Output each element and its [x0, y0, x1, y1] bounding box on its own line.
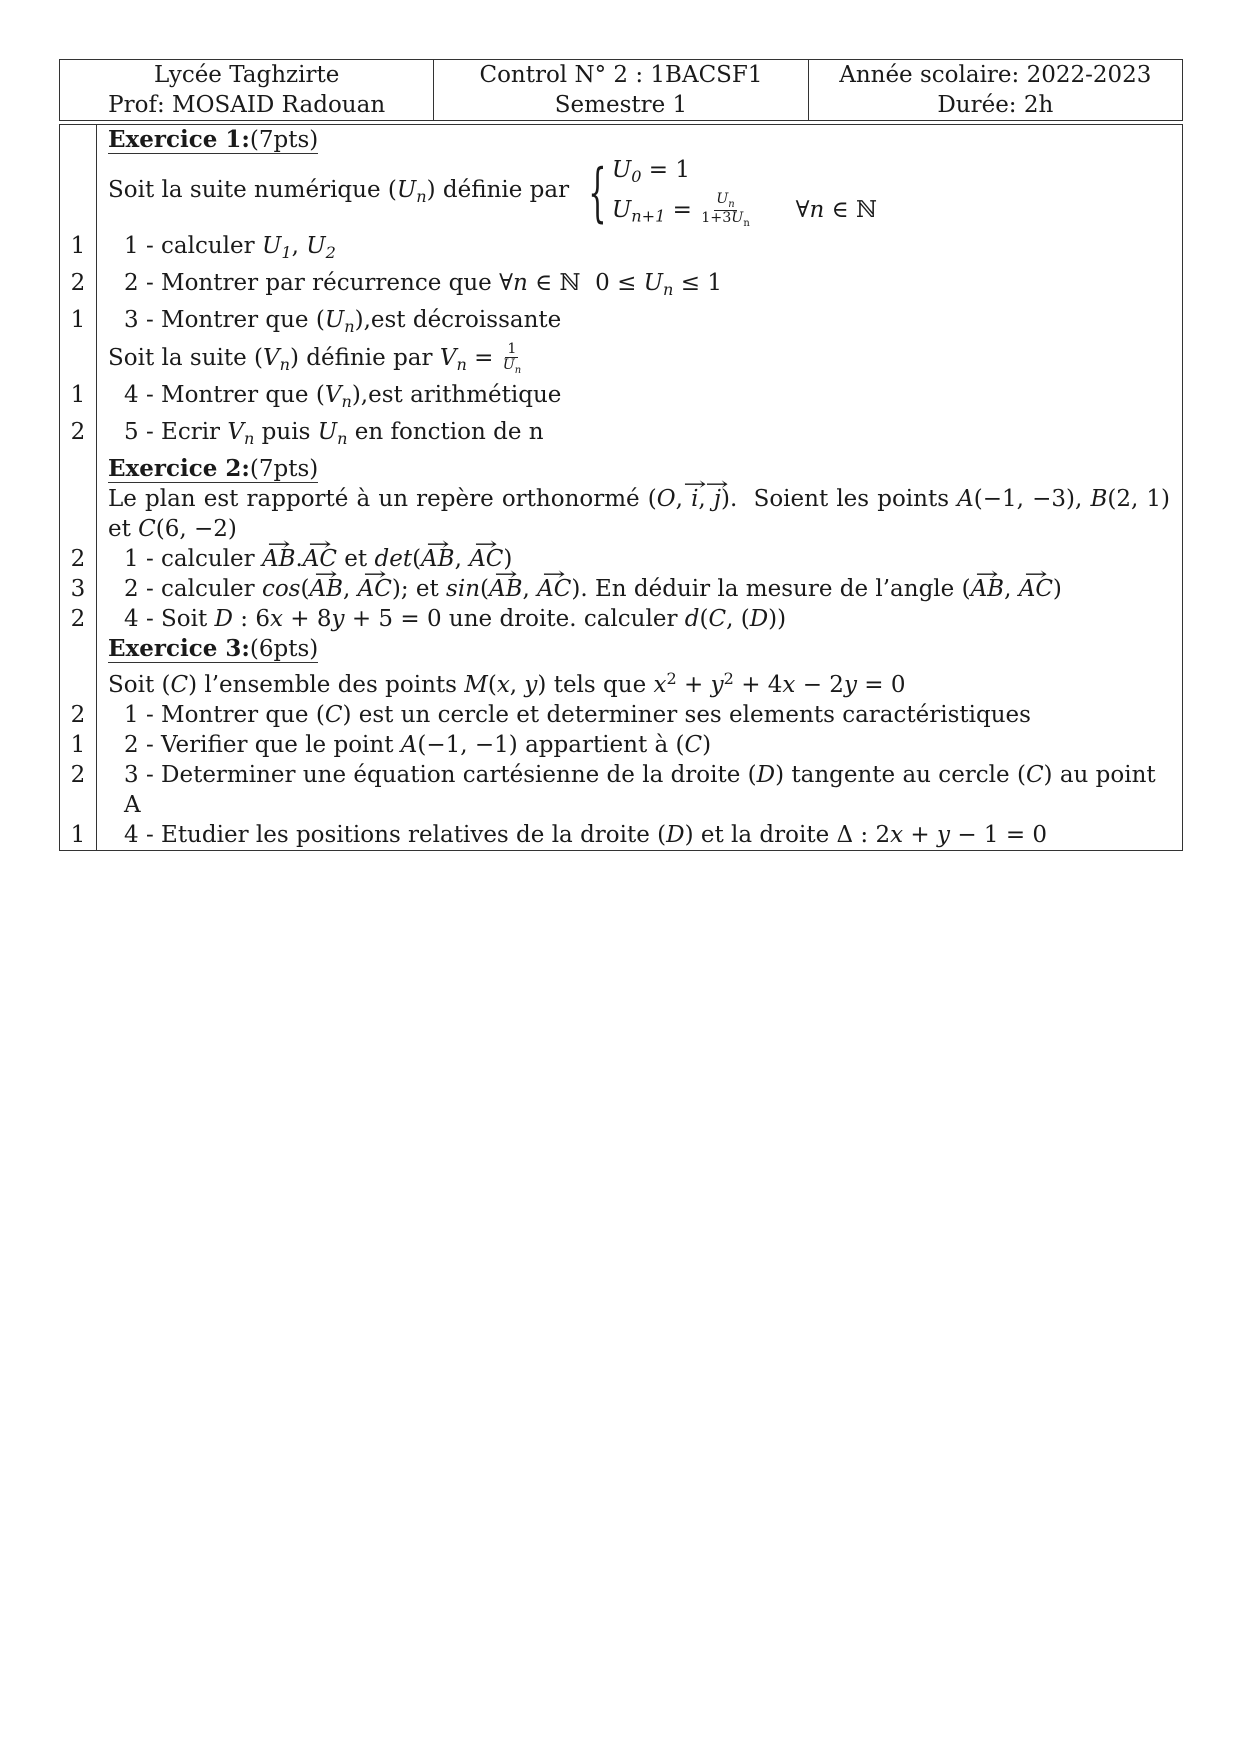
exam-body: [59, 124, 1183, 851]
ex1-intro-text: Soit la suite numérique $(U_n)$ définie par: [108, 176, 570, 206]
control-title: Control N° 2 : 1BACSF1: [479, 62, 763, 88]
exercise-1-intro: [60, 155, 1182, 231]
ex1-question-3: [60, 305, 1182, 342]
semester-label: Semestre 1: [554, 92, 688, 118]
ex1-q5-points: 2: [70, 418, 86, 445]
header-year-cell: [808, 60, 1182, 120]
exercise-3-intro: [60, 664, 1182, 700]
exam-sheet: [59, 59, 1183, 851]
ex2-intro-text: Le plan est rapporté à un repère orthonormé (O, → i, → j). Soient les points A(−1, −3), B(2, 1) et C(6, −2): [96, 484, 1182, 544]
ex3-q1-points: 2: [70, 701, 86, 728]
ex1-q2-text: 2 - Montrer par récurrence que ∀n ∈ ℕ $0 \le U_n \le 1$: [124, 270, 722, 300]
exercise-3-title: Exercice 3:(6pts): [108, 634, 319, 662]
ex1-q3-text: 3 - Montrer que $(U_n),est$ décroissante: [124, 307, 562, 336]
header-control-cell: [433, 60, 807, 120]
ex1-system-line-2: $U_{n+1}$ = $\frac{U_n}{1+3U_n}$ ∀n ∈ ℕ: [611, 190, 877, 229]
exercise-1-points: (7pts): [249, 127, 319, 153]
exercise-2-header: [60, 454, 1182, 484]
ex2-question-2: [60, 574, 1182, 604]
ex3-question-1: [60, 700, 1182, 730]
ex3-intro-text: Soit (C) l’ensemble des points M(x, y) tels que $x^2 + y^2 + 4x - 2y = 0$: [108, 668, 906, 698]
ex3-q4-points: 1: [70, 821, 86, 848]
ex1-question-4: [60, 380, 1182, 417]
teacher-name: Prof: MOSAID Radouan: [108, 92, 386, 118]
ex3-q1-text: 1 - Montrer que (C) est un cercle et determiner ses elements caractéristiques: [124, 701, 1031, 728]
ex1-q3-points: 1: [70, 307, 86, 334]
exam-header: [59, 59, 1183, 121]
ex3-question-4: [60, 820, 1182, 850]
ex3-q3-text: 3 - Determiner une équation cartésienne de la droite (D) tangente au cercle (C) au point A: [124, 761, 1156, 818]
ex1-question-5: [60, 417, 1182, 454]
school-name: Lycée Taghzirte: [153, 62, 340, 88]
ex2-q1-points: 2: [70, 545, 86, 572]
ex3-q3-points: 2: [70, 761, 86, 788]
ex1-question-2: [60, 268, 1182, 305]
school-year: Année scolaire: 2022-2023: [839, 62, 1152, 88]
exercise-3-header: [60, 634, 1182, 664]
ex1-q1-points: 1: [70, 233, 86, 260]
exercise-2-points: (7pts): [249, 455, 319, 482]
ex1-q4-points: 1: [70, 381, 86, 408]
ex2-q2-points: 3: [70, 575, 86, 602]
ex1-intro2-text: Soit la suite $(V_n)$ définie par $V_n$ = $\frac{1}{U_n}$: [108, 340, 522, 376]
ex2-q1-text: 1 - calculer → AB.→ AC et det(→ AB, → AC): [96, 544, 1182, 574]
ex3-question-3: [60, 760, 1182, 820]
exercise-2-intro: [60, 484, 1182, 544]
ex1-q4-text: 4 - Montrer que $(V_n),est$ arithmétique: [124, 381, 562, 411]
ex1-q2-points: 2: [70, 270, 86, 297]
ex2-q3-points: 2: [70, 605, 86, 632]
ex3-q4-text: 4 - Etudier les positions relatives de la droite (D) et la droite Δ : 2x + y − 1 = 0: [124, 821, 1048, 848]
exam-duration: Durée: 2h: [937, 92, 1054, 118]
exercise-3-points: (6pts): [249, 635, 319, 662]
ex3-q2-text: 2 - Verifier que le point A(−1, −1) appartient à (C): [124, 731, 712, 758]
exercise-1-title: Exercice 1:(7pts): [108, 126, 319, 153]
ex1-question-1: [60, 231, 1182, 268]
ex2-question-3: [60, 604, 1182, 634]
ex2-question-1: [60, 544, 1182, 574]
ex2-q2-text: 2 - calculer cos(→ AB, → AC); et sin(→ AB, → AC). En déduir la mesure de l’angle (→ AB, → AC): [96, 574, 1182, 604]
ex3-q2-points: 1: [70, 731, 86, 758]
header-school-cell: [60, 60, 433, 120]
ex1-q1-text: 1 - calculer $U_1$, $U_2$: [124, 233, 336, 263]
ex3-question-2: [60, 730, 1182, 760]
exercise-1-header: [60, 125, 1182, 155]
ex1-intro-2: [60, 342, 1182, 380]
ex1-system-line-1: $U_0 = 1$: [611, 157, 690, 186]
ex1-q5-text: 5 - Ecrir $V_n$ puis $U_n$ en fonction de n: [124, 418, 544, 448]
ex2-q3-text: 4 - Soit D : 6x + 8y + 5 = 0 une droite. calculer d(C, (D)): [124, 605, 787, 632]
ex1-system: { $U_0 = 1$ $U_{n+1}$ = $\frac{U_n}{1+3U_n}$ ∀n ∈ ℕ: [588, 156, 877, 231]
exercise-2-title: Exercice 2:(7pts): [108, 454, 319, 482]
